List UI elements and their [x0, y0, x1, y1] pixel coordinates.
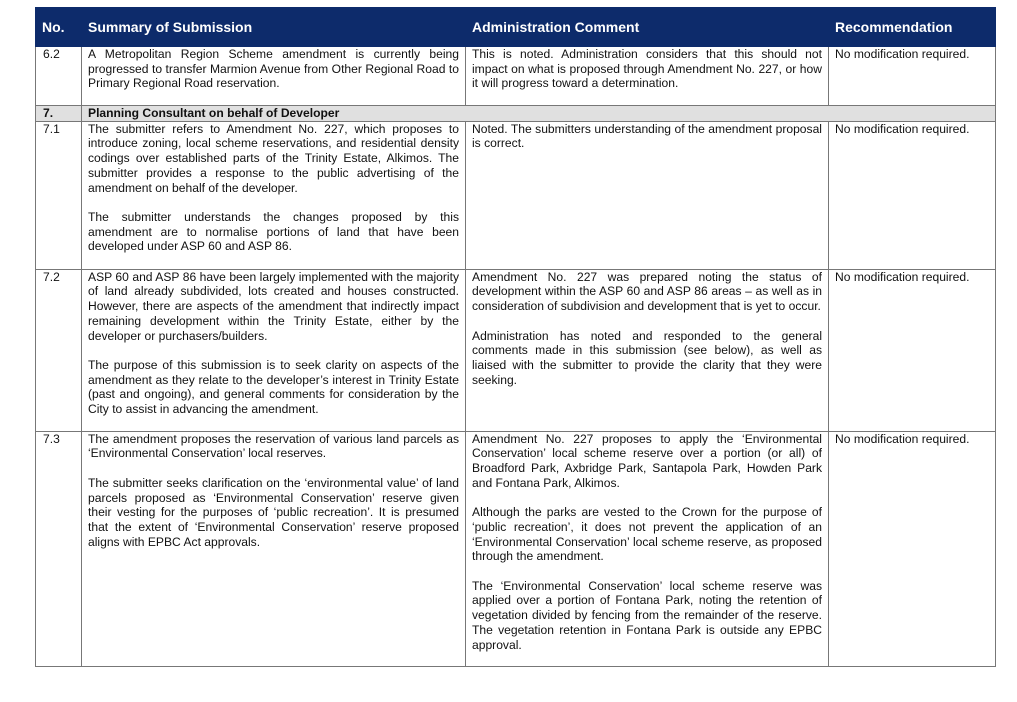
table-row: [36, 121, 996, 269]
comment-paragraph: Amendment No. 227 proposes to apply the ‘Environmental Conservation’ local scheme reserve over a portion (or all) of Broadford Park, Axbridge Park, Santapola Park, Howden Park and Fontana Park, Alkimos.: [472, 431, 822, 490]
comment-paragraph: Although the parks are vested to the Crown for the purpose of ‘public recreation’, it does not prevent the application of an ‘Environmental Conservation’ local scheme reserve, as proposed through the amendment.: [472, 505, 822, 564]
submissions-table: [35, 7, 996, 667]
summary-cell: [82, 47, 466, 106]
section-title: Planning Consultant on behalf of Developer: [82, 106, 996, 122]
comment-paragraph: This is noted. Administration considers that this should not impact on what is proposed through Amendment No. 227, or how it will progress toward a determination.: [472, 47, 822, 91]
header-no: No.: [36, 8, 82, 47]
section-number: 7.: [36, 106, 82, 122]
header-summary: Summary of Submission: [82, 8, 466, 47]
comment-paragraph: The ‘Environmental Conservation’ local scheme reserve was applied over a portion of Fontana Park, noting the retention of vegetation divided by fencing from the remainder of the reserve. The vegetation retention in Fontana Park is outside any EPBC approval.: [472, 578, 822, 652]
table-row: [36, 47, 996, 106]
row-number: 7.2: [36, 269, 82, 431]
table-row: [36, 269, 996, 431]
recommendation-cell: No modification required.: [829, 431, 996, 666]
table-row: [36, 431, 996, 666]
table-header-row: [36, 8, 996, 47]
summary-paragraph: The submitter refers to Amendment No. 227, which proposes to introduce zoning, local scheme reservations, and residential density codings over established parts of the Trinity Estate, Alkimos. The submitter provides a response to the public advertising of the amendment on behalf of the developer.: [88, 121, 459, 195]
recommendation-cell: No modification required.: [829, 121, 996, 269]
section-row: [36, 106, 996, 122]
summary-cell: [82, 269, 466, 431]
row-number: 7.3: [36, 431, 82, 666]
header-recommendation: Recommendation: [829, 8, 996, 47]
comment-paragraph: Administration has noted and responded to the general comments made in this submission (see below), as well as liaised with the submitter to provide the clarity that they were seeking.: [472, 328, 822, 387]
recommendation-cell: No modification required.: [829, 269, 996, 431]
comment-cell: [466, 121, 829, 269]
summary-paragraph: The submitter seeks clarification on the ‘environmental value’ of land parcels proposed as ‘Environmental Conservation’ reserve given their vesting for the purposes of ‘public recreation’. It is presumed that the extent of ‘Environmental Conservation’ reserve proposed aligns with EPBC Act approvals.: [88, 475, 459, 549]
comment-cell: [466, 431, 829, 666]
comment-paragraph: Noted. The submitters understanding of the amendment proposal is correct.: [472, 121, 822, 151]
row-number: 7.1: [36, 121, 82, 269]
summary-cell: [82, 431, 466, 666]
recommendation-cell: No modification required.: [829, 47, 996, 106]
comment-paragraph: Amendment No. 227 was prepared noting the status of development within the ASP 60 and ASP 86 areas – as well as in consideration of subdivision and development that is yet to occur.: [472, 269, 822, 314]
summary-paragraph: A Metropolitan Region Scheme amendment is currently being progressed to transfer Marmion Avenue from Other Regional Road to Primary Regional Road reservation.: [88, 47, 459, 91]
row-number: 6.2: [36, 47, 82, 106]
comment-cell: [466, 269, 829, 431]
summary-cell: [82, 121, 466, 269]
summary-paragraph: The submitter understands the changes proposed by this amendment are to normalise portions of land that have been developed under ASP 60 and ASP 86.: [88, 209, 459, 254]
summary-paragraph: The purpose of this submission is to seek clarity on aspects of the amendment as they relate to the developer’s interest in Trinity Estate (past and ongoing), and general comments for consideration by the City to assist in advancing the amendment.: [88, 357, 459, 417]
header-comment: Administration Comment: [466, 8, 829, 47]
summary-paragraph: ASP 60 and ASP 86 have been largely implemented with the majority of land already subdivided, lots created and houses constructed. However, there are aspects of the amendment that indirectly impact remaining development within the Trinity Estate, either by the developer or purchasers/builders.: [88, 269, 459, 343]
comment-cell: [466, 47, 829, 106]
summary-paragraph: The amendment proposes the reservation of various land parcels as ‘Environmental Conservation’ local reserves.: [88, 431, 459, 461]
